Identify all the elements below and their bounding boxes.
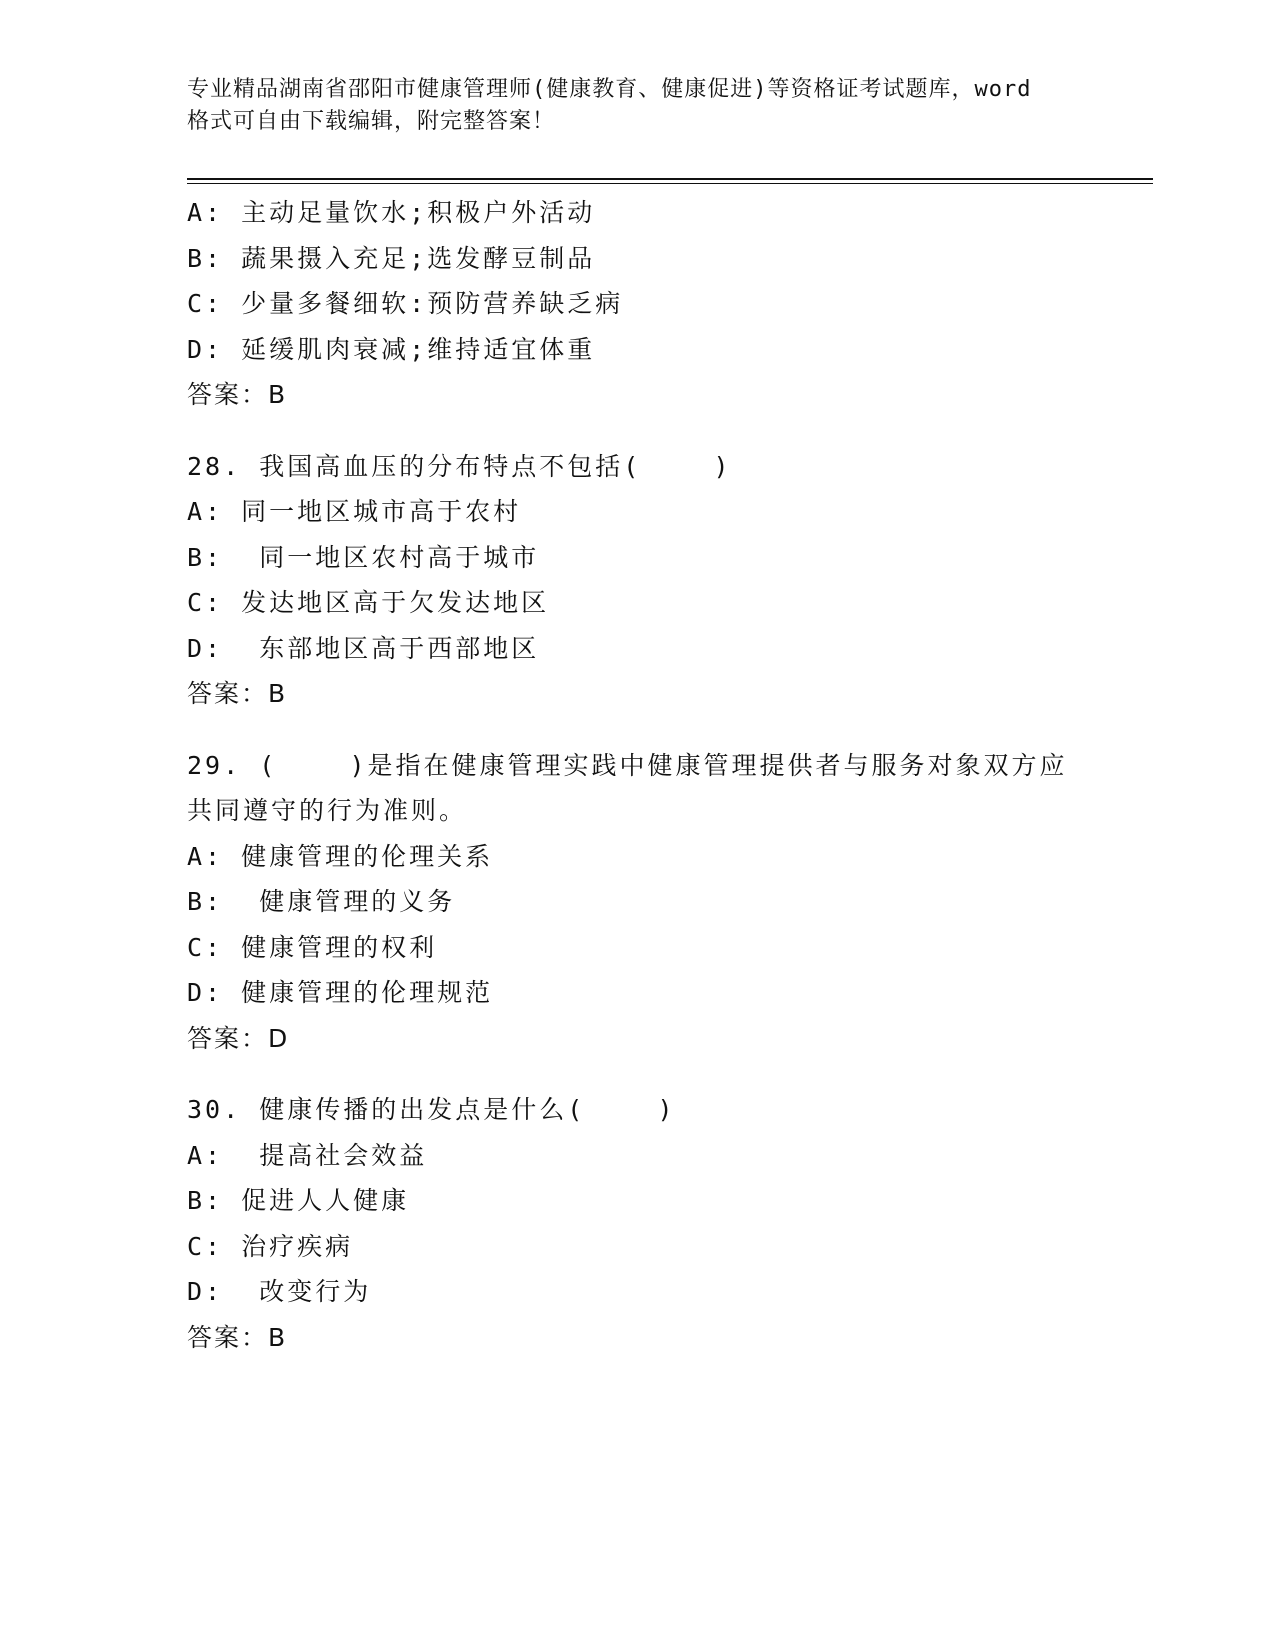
question-28 xyxy=(187,444,1153,717)
option-a: A: 主动足量饮水;积极户外活动 xyxy=(187,198,596,227)
document-header xyxy=(187,74,1087,138)
header-rule-thin xyxy=(187,183,1153,184)
answer: 答案：B xyxy=(187,1322,288,1352)
question-stem-continued: 共同遵守的行为准则。 xyxy=(187,796,468,825)
question-29 xyxy=(187,743,1153,1062)
question-stem: 30. 健康传播的出发点是什么( ) xyxy=(187,1095,676,1124)
option-a: A: 健康管理的伦理关系 xyxy=(187,841,494,871)
option-d: D: 延缓肌肉衰减;维持适宜体重 xyxy=(187,334,596,364)
option-b: B: 同一地区农村高于城市 xyxy=(187,542,540,572)
option-d: D: 改变行为 xyxy=(187,1277,372,1306)
option-d: D: 东部地区高于西部地区 xyxy=(187,633,540,663)
option-b: B: 促进人人健康 xyxy=(187,1186,410,1215)
answer: 答案：B xyxy=(187,679,288,708)
option-d: D: 健康管理的伦理规范 xyxy=(187,978,494,1007)
answer: 答案：B xyxy=(187,380,288,409)
question-stem: 29. ( )是指在健康管理实践中健康管理提供者与服务对象双方应 xyxy=(187,750,1068,780)
question-27 xyxy=(187,190,1153,418)
option-b: B: 蔬果摄入充足;选发酵豆制品 xyxy=(187,243,596,273)
question-list xyxy=(187,190,1153,1386)
option-a: A: 提高社会效益 xyxy=(187,1140,428,1170)
header-line-1: 专业精品湖南省邵阳市健康管理师(健康教育、健康促进)等资格证考试题库，word xyxy=(187,77,1032,102)
option-c: C: 少量多餐细软:预防营养缺乏病 xyxy=(187,289,624,318)
answer: 答案：D xyxy=(187,1023,290,1053)
header-line-2: 格式可自由下载编辑，附完整答案！ xyxy=(187,109,556,134)
question-30 xyxy=(187,1087,1153,1360)
option-c: C: 治疗疾病 xyxy=(187,1231,354,1261)
header-rule-thick xyxy=(187,178,1153,180)
option-c: C: 健康管理的权利 xyxy=(187,932,438,962)
option-b: B: 健康管理的义务 xyxy=(187,887,456,916)
option-c: C: 发达地区高于欠发达地区 xyxy=(187,588,550,617)
option-a: A: 同一地区城市高于农村 xyxy=(187,497,522,526)
question-stem: 28. 我国高血压的分布特点不包括( ) xyxy=(187,451,732,481)
